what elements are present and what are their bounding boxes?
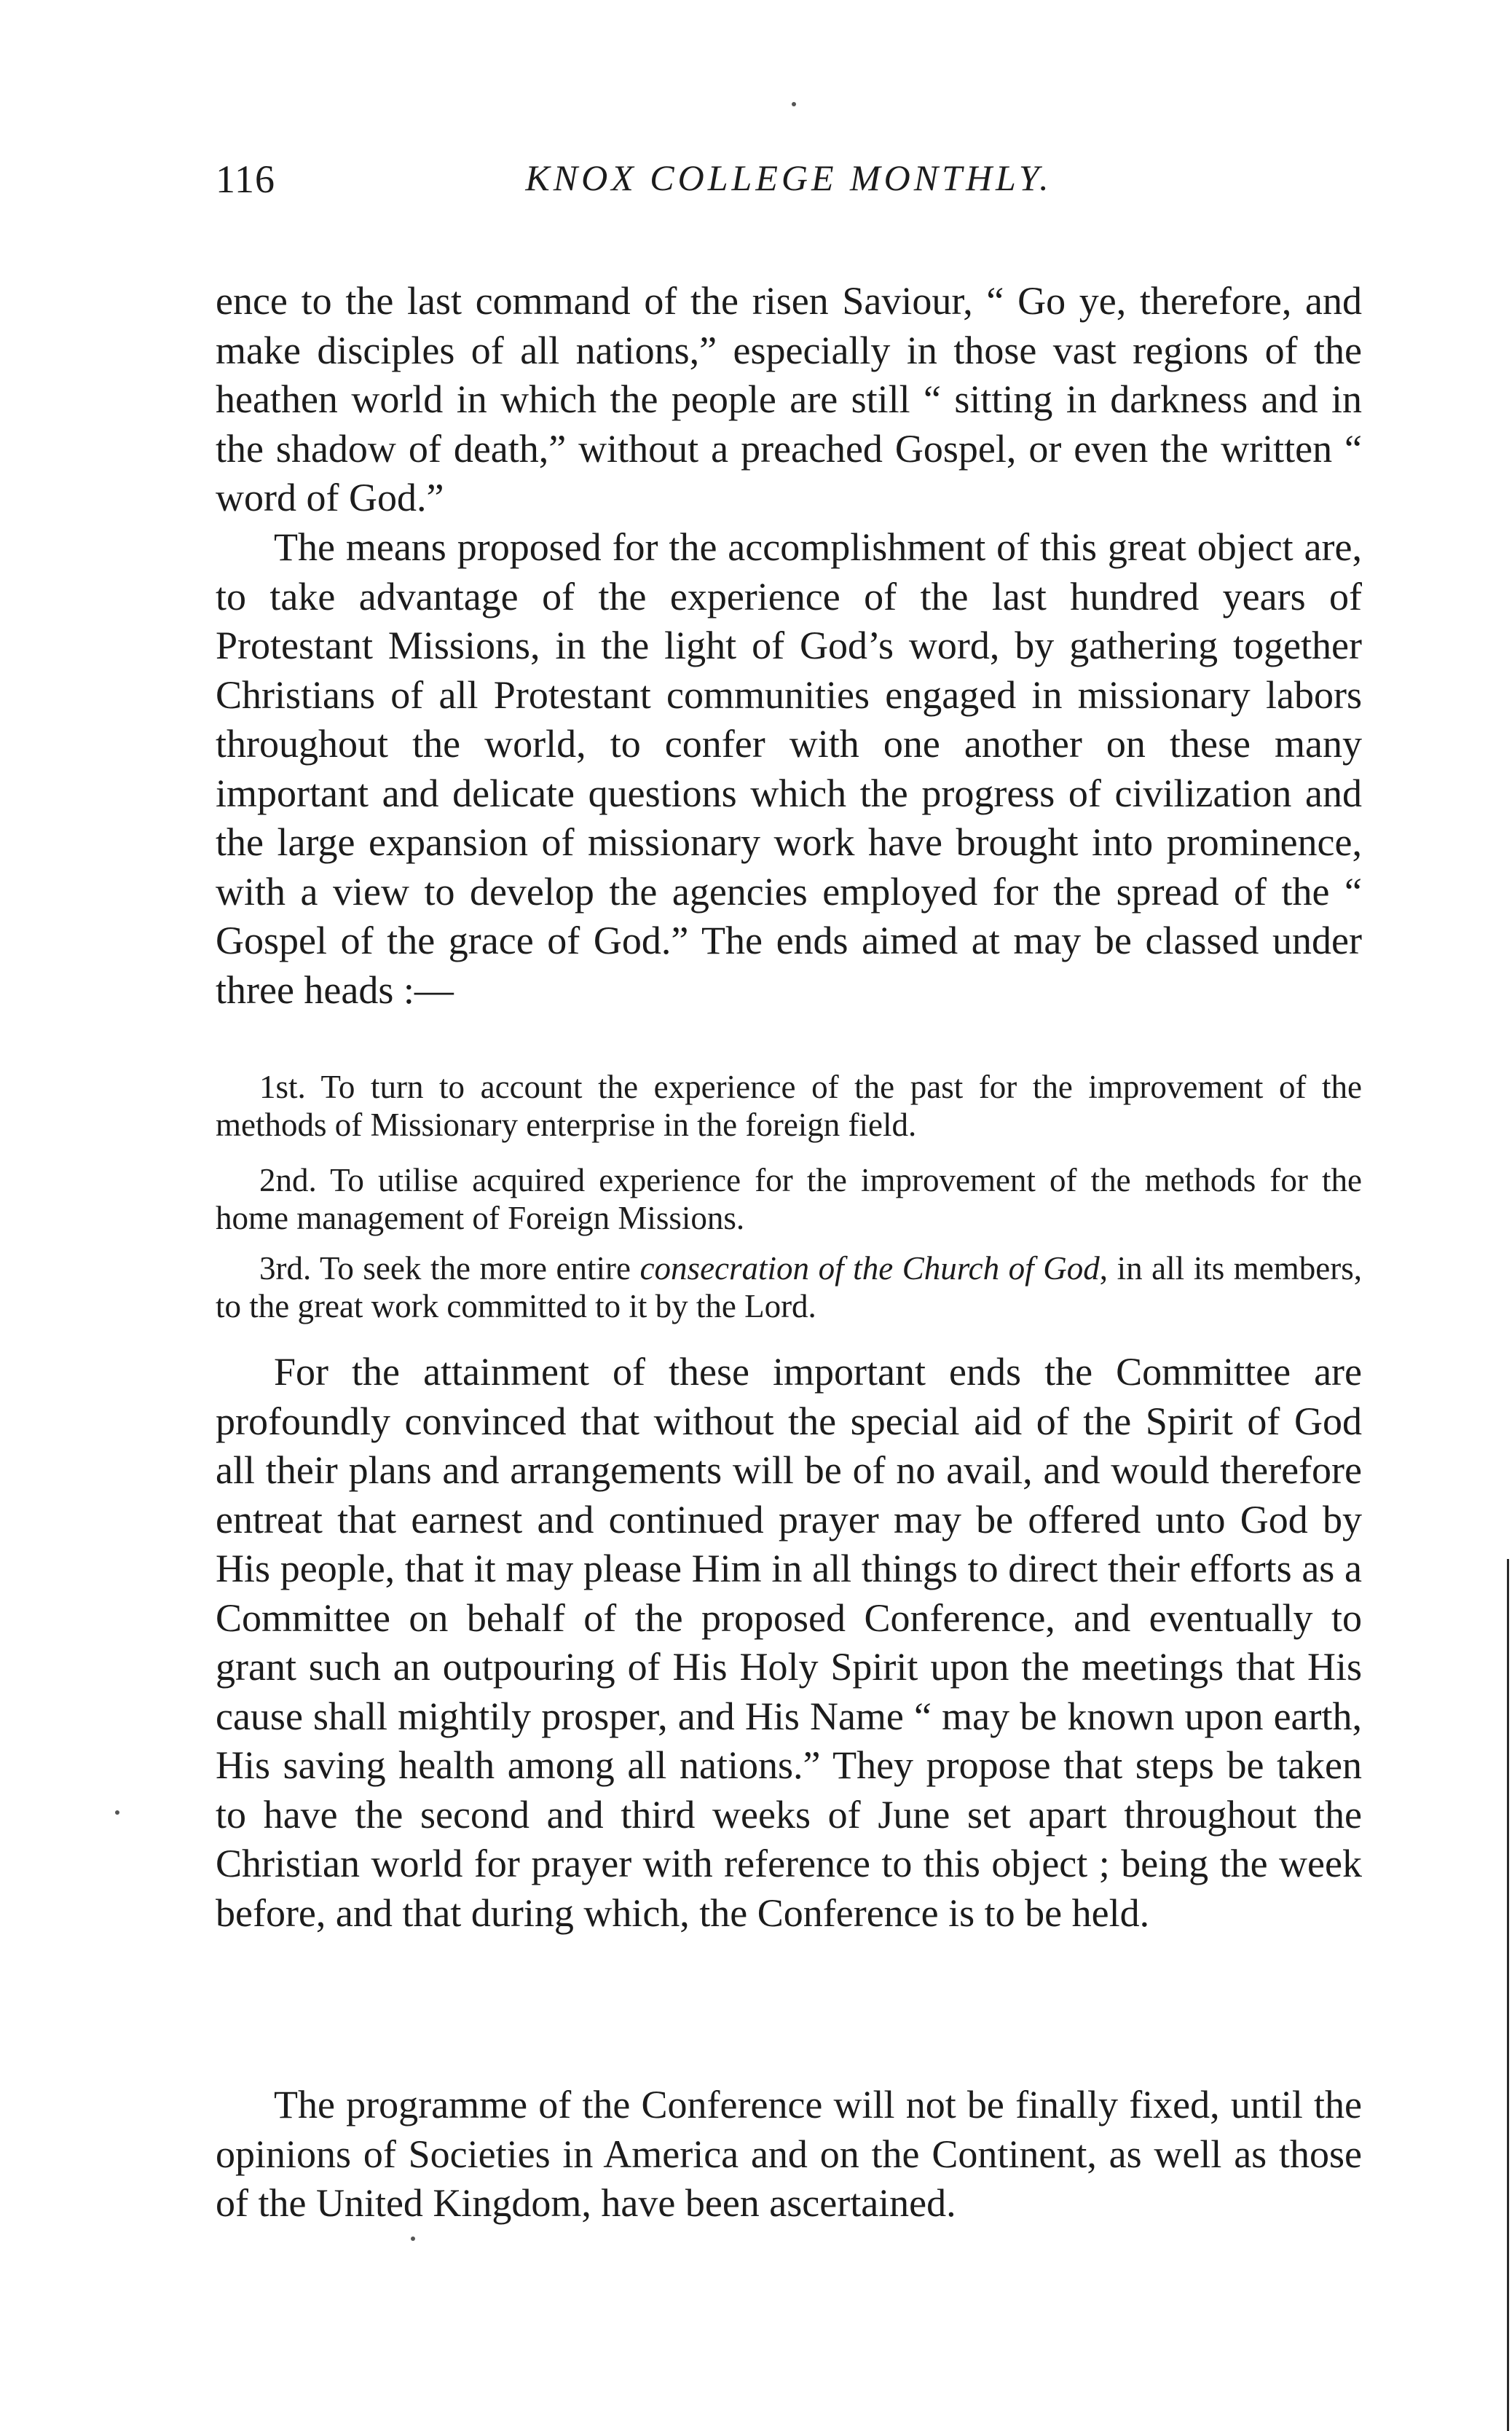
print-speck [115,1810,119,1815]
list-item-third-tail: , in all its members, to the great work committed to it by the Lord. [216,1250,1362,1324]
paragraph-continuation: ence to the last command of the risen Saviour, “ Go ye, therefore, and make disciples of all nations,” especially in those vast regions of the heathen world in which the people are still “ sitting in darkness and in the shadow of death,” without a preached Gospel, or even the written “ word of God.” [216,279,1362,519]
paragraph-programme: The programme of the Conference will not be finally fixed, until the opinions of Societies in America and on the Continent, as well as those of the United Kingdom, have been ascertained. [216,2083,1362,2225]
list-item-second: 2nd. To utilise acquired experience for the improvement of the methods for the home management of Foreign Missions. [216,1162,1362,1236]
list-item-third [216,1249,1362,1325]
page-header [216,157,1362,215]
paragraph-attainment: For the attainment of these important ends the Committee are profoundly convinced that without the special aid of the Spirit of God all their plans and arrangements will be of no avail, and would therefore entreat that earnest and continued prayer may be offered unto God by His people, that it may please Him in all things to direct their efforts as a Committee on behalf of the proposed Conference, and eventually to grant such an outpouring of His Holy Spirit upon the meetings that His cause shall mightily prosper, and His Name “ may be known upon earth, His saving health among all nations.” They propose that steps be taken to have the second and third weeks of June set apart throughout the Christian world for prayer with reference to this object ; being the week before, and that during which, the Conference is to be held. [216,1350,1362,1935]
page-number: 116 [216,157,275,201]
print-speck [411,2236,415,2241]
running-head: KNOX COLLEGE MONTHLY. [525,157,1052,198]
list-item-third-lead: 3rd. To seek the more entire [259,1250,640,1287]
page-edge-rule [1507,1559,1509,2431]
paragraph-means: The means proposed for the accomplishment of this great object are, to take advantage of the experience of the last hundred years of Protestant Missions, in the light of God’s word, by gathering together Christians of all Protestant communities engaged in missionary labors throughout the world, to confer with one another on these many important and delicate questions which the progress of civilization and the large expansion of missionary work have brought into prominence, with a view to develop the agencies employed for the spread of the “ Gospel of the grace of God.” The ends aimed at may be classed under three heads :— [216,525,1362,1012]
list-item-first: 1st. To turn to account the experience of the past for the improvement of the methods of Missionary enterprise in the foreign field. [216,1069,1362,1143]
print-speck [792,102,796,106]
list-item-third-emphasis: consecration of the Church of God [639,1250,1100,1287]
